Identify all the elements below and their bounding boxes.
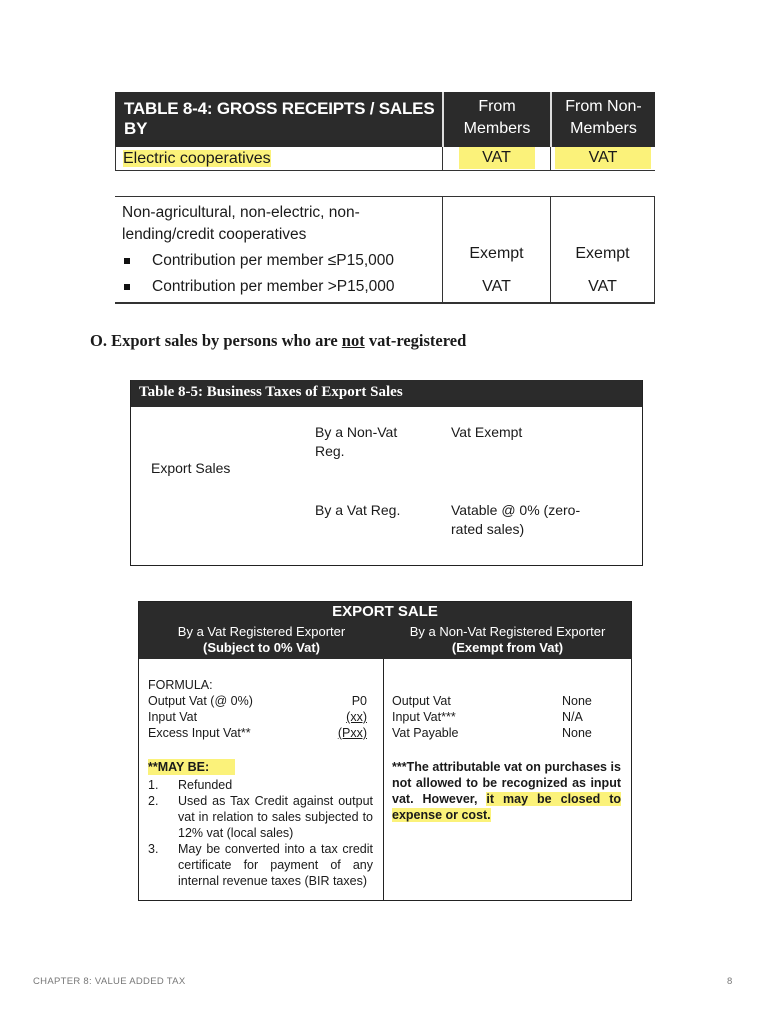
formula-row	[148, 693, 373, 709]
formula-row-value: (Pxx)	[337, 726, 367, 740]
left-header-line2: (Subject to 0% Vat)	[202, 640, 321, 655]
list-number: 2.	[148, 794, 159, 808]
list-text: Refunded	[178, 778, 233, 792]
formula-row-label: Output Vat (@ 0%)	[148, 694, 253, 708]
col-from-members	[442, 92, 550, 147]
right-header-line2: (Exempt from Vat)	[451, 640, 564, 655]
bullet-icon	[124, 284, 130, 290]
cell-nonag-non-members-2: VAT	[588, 278, 617, 295]
vat-reg-label: By a Vat Reg.	[315, 502, 401, 518]
list-text: May be converted into a tax credit certificate for payment of any internal revenue taxes (BIR taxes)	[178, 842, 373, 888]
table-8-4-header	[115, 92, 655, 147]
row-label-nonag-line2: lending/credit cooperatives	[122, 226, 307, 243]
note-highlight: it may be closed to expense or cost.	[392, 792, 621, 822]
formula-row-value: P0	[351, 694, 367, 708]
col-from-non-members-line2: Members	[570, 120, 637, 137]
col-from-non-members-line1: From Non-	[565, 98, 642, 115]
section-o-prefix: O. Export sales by persons who are	[90, 331, 342, 350]
input-vat-note	[392, 759, 621, 823]
row-label-electric: Electric cooperatives	[123, 150, 271, 167]
bullet-text: Contribution per member >P15,000	[152, 278, 395, 295]
formula-row	[148, 709, 373, 725]
col-from-members-line1: From	[478, 98, 516, 115]
list-item	[122, 276, 442, 298]
row-label-nonag-line1: Non-agricultural, non-electric, non-	[122, 204, 360, 221]
col-from-members-line2: Members	[463, 120, 531, 137]
right-row-label: Output Vat	[392, 694, 451, 708]
table-8-5	[130, 380, 643, 566]
export-sales-label: Export Sales	[151, 460, 231, 476]
table-8-4-title: TABLE 8-4: GROSS RECEIPTS / SALES BY	[124, 99, 435, 138]
section-o-suffix: vat-registered	[364, 331, 467, 350]
formula-row-value: (xx)	[346, 710, 367, 724]
export-sale-title: EXPORT SALE	[332, 603, 438, 620]
formula-row-label: Excess Input Vat**	[148, 726, 251, 740]
table-8-4-continued	[115, 196, 655, 304]
export-sale-table	[138, 601, 632, 901]
may-be-label: **MAY BE:	[148, 759, 235, 775]
left-header-line1: By a Vat Registered Exporter	[177, 624, 346, 639]
right-row	[392, 709, 621, 725]
table-row-electric	[115, 147, 655, 171]
note-text: ***The attributable vat on purchases is not allowed to be recognized as input vat. However,	[392, 760, 621, 806]
right-row-label: Input Vat***	[392, 710, 456, 724]
cell-electric-non-members: VAT	[555, 147, 651, 169]
right-row-value: N/A	[562, 710, 583, 724]
footer-chapter: CHAPTER 8: VALUE ADDED TAX	[33, 976, 186, 987]
col-from-non-members	[550, 92, 655, 147]
right-row-value: None	[562, 694, 592, 708]
right-header-line1: By a Non-Vat Registered Exporter	[409, 624, 606, 639]
list-item	[148, 841, 373, 889]
vat-registered-exporter-header	[139, 624, 384, 656]
footer-page-number: 8	[727, 976, 733, 987]
formula-row	[148, 725, 373, 741]
right-row	[392, 725, 621, 741]
vat-registered-column	[139, 659, 384, 900]
non-vat-reg-label: By a Non-Vat Reg.	[315, 424, 398, 459]
cell-nonag-non-members-1: Exempt	[575, 245, 630, 262]
formula-label: FORMULA:	[148, 678, 213, 692]
table-8-4	[115, 92, 655, 171]
non-vat-registered-exporter-header	[384, 624, 631, 656]
list-item	[148, 793, 373, 841]
right-row-label: Vat Payable	[392, 726, 459, 740]
bullet-icon	[124, 258, 130, 264]
non-vat-registered-column	[384, 659, 631, 900]
list-number: 3.	[148, 842, 159, 856]
bullet-text: Contribution per member ≤P15,000	[152, 252, 394, 269]
list-number: 1.	[148, 778, 159, 792]
export-sale-header	[139, 602, 631, 659]
right-row	[392, 693, 621, 709]
may-be-list	[148, 777, 373, 889]
cell-electric-members: VAT	[459, 147, 535, 169]
list-text: Used as Tax Credit against output vat in relation to sales subjected to 12% vat (local sales)	[178, 794, 373, 840]
non-vat-reg-treatment: Vat Exempt	[451, 424, 523, 440]
list-item	[122, 250, 442, 272]
cell-nonag-members-2: VAT	[482, 278, 511, 295]
vat-reg-treatment: Vatable @ 0% (zero-rated sales)	[451, 502, 581, 537]
formula-row-label: Input Vat	[148, 710, 198, 724]
table-8-5-title: Table 8-5: Business Taxes of Export Sales	[131, 380, 642, 407]
right-row-value: None	[562, 726, 592, 740]
section-o-underlined: not	[341, 331, 365, 350]
list-item	[148, 777, 373, 793]
section-o-heading	[90, 331, 466, 351]
cell-nonag-members-1: Exempt	[469, 245, 524, 262]
